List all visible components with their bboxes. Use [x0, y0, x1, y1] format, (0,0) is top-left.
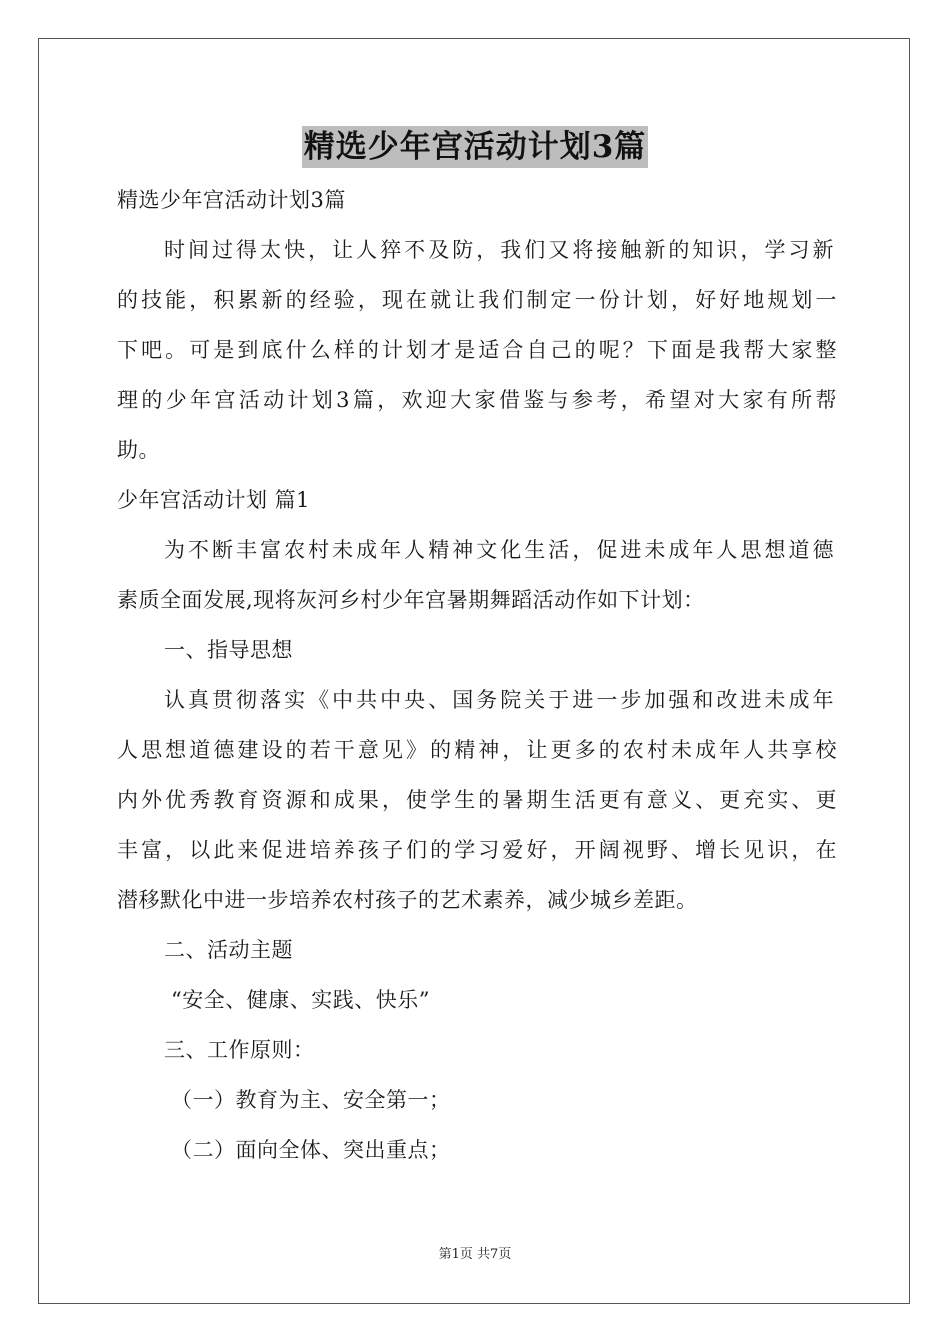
title-container: [0, 126, 950, 168]
section1-para-line: 为不断丰富农村未成年人精神文化生活，促进未成年人思想道德: [164, 538, 834, 562]
heading-work-principles: 三、工作原则：: [164, 1038, 315, 1062]
guiding-line: 认真贯彻落实《中共中央、国务院关于进一步加强和改进未成年: [164, 688, 834, 712]
section1-para-line: 素质全面发展,现将灰河乡村少年宫暑期舞蹈活动作如下计划：: [117, 588, 705, 612]
guiding-line: 丰富，以此来促进培养孩子们的学习爱好，开阔视野、增长见识，在: [117, 838, 837, 862]
heading-guiding-thought: 一、指导思想: [164, 638, 293, 662]
document-title: 精选少年宫活动计划3篇: [302, 126, 649, 168]
intro-line: 理的少年宫活动计划3篇，欢迎大家借鉴与参考，希望对大家有所帮: [117, 388, 837, 412]
section1-heading: 少年宫活动计划 篇1: [117, 488, 311, 512]
document-subtitle: 精选少年宫活动计划3篇: [117, 188, 346, 212]
heading-activity-theme: 二、活动主题: [164, 938, 293, 962]
intro-line: 助。: [117, 438, 160, 462]
page-footer: 第1页 共7页: [438, 1247, 512, 1262]
intro-line: 的技能，积累新的经验，现在就让我们制定一份计划，好好地规划一: [117, 288, 837, 312]
guiding-line: 内外优秀教育资源和成果，使学生的暑期生活更有意义、更充实、更: [117, 788, 837, 812]
principle-item: （一）教育为主、安全第一；: [171, 1088, 451, 1112]
guiding-line: 潜移默化中进一步培养农村孩子的艺术素养，减少城乡差距。: [117, 888, 698, 912]
activity-theme: “安全、健康、实践、快乐”: [171, 988, 430, 1012]
intro-line: 下吧。可是到底什么样的计划才是适合自己的呢？下面是我帮大家整: [117, 338, 837, 362]
intro-line: 时间过得太快，让人猝不及防，我们又将接触新的知识，学习新: [164, 238, 834, 262]
guiding-line: 人思想道德建设的若干意见》的精神，让更多的农村未成年人共享校: [117, 738, 837, 762]
principle-item: （二）面向全体、突出重点；: [171, 1138, 451, 1162]
